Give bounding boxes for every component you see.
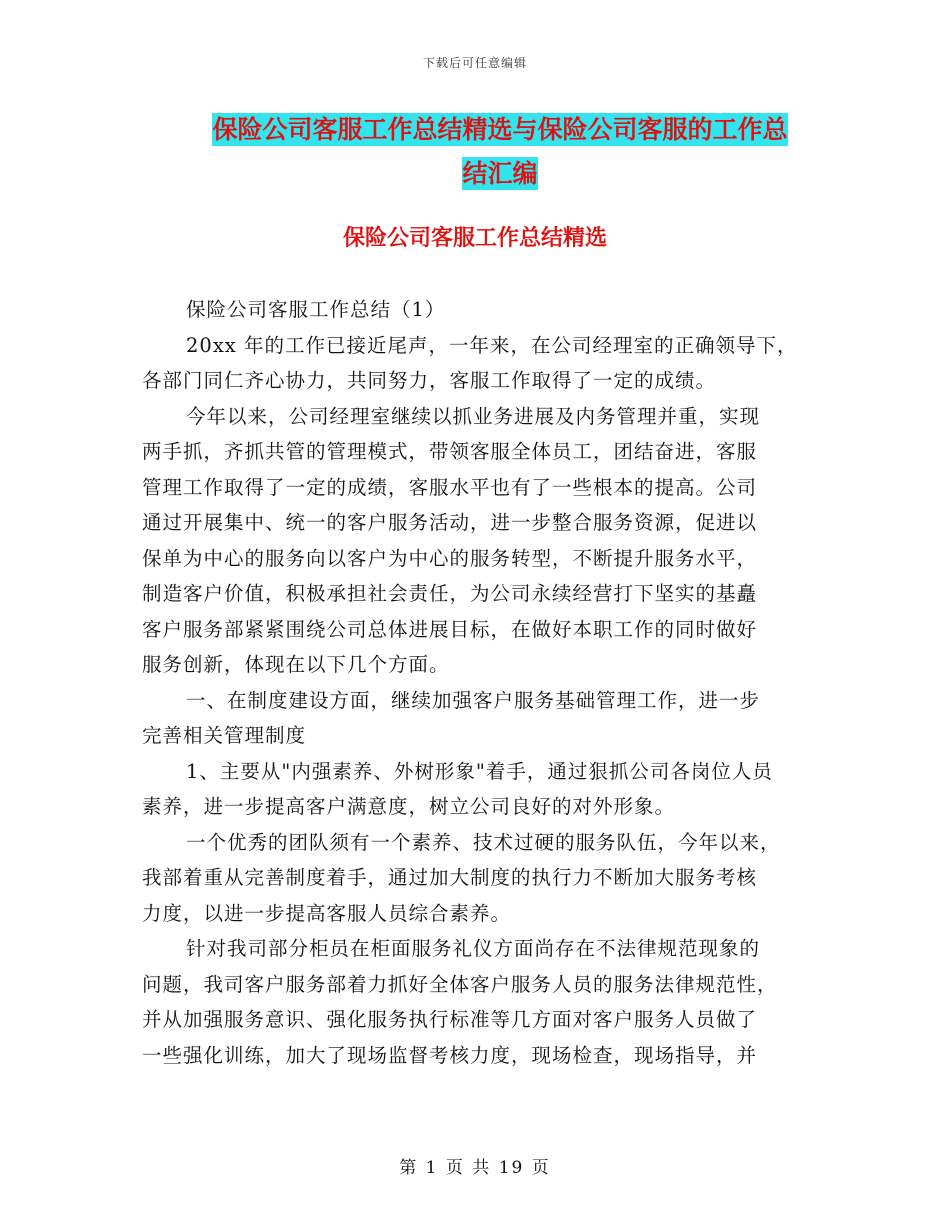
text-line: 客户服务部紧紧围绕公司总体进展目标，在做好本职工作的同时做好 bbox=[142, 617, 758, 641]
text-line: 管理工作取得了一定的成绩，客服水平也有了一些根本的提高。公司 bbox=[142, 475, 758, 499]
text-line: 保单为中心的服务向以客户为中心的服务转型，不断提升服务水平， bbox=[142, 546, 758, 570]
text-line: 素养，进一步提高客户满意度，树立公司良好的对外形象。 bbox=[142, 795, 676, 818]
document-title-line-2: 结汇编 bbox=[462, 159, 538, 188]
document-body bbox=[142, 292, 810, 1073]
document-title-line-1: 保险公司客服工作总结精选与保险公司客服的工作总 bbox=[212, 115, 788, 144]
text-line: 并从加强服务意识、强化服务执行标准等几方面对客户服务人员做了 bbox=[142, 1008, 758, 1031]
text-line: 20xx 年的工作已接近尾声，一年来，在公司经理室的正确领导下， bbox=[186, 333, 798, 357]
text-line: 服务创新，体现在以下几个方面。 bbox=[142, 653, 450, 676]
text-line: 1、主要从"内强素养、外树形象"着手，通过狠抓公司各岗位人员 bbox=[186, 759, 773, 783]
text-line: 问题，我司客户服务部着力抓好全体客户服务人员的服务法律规范性， bbox=[142, 972, 778, 996]
text-line: 完善相关管理制度 bbox=[142, 724, 307, 747]
text-line: 一些强化训练，加大了现场监督考核力度，现场检查，现场指导，并 bbox=[142, 1043, 758, 1067]
text-line: 通过开展集中、统一的客户服务活动，进一步整合服务资源，促进以 bbox=[142, 511, 758, 534]
text-line: 力度，以进一步提高客服人员综合素养。 bbox=[142, 901, 512, 925]
header-note: 下载后可任意编辑 bbox=[422, 56, 527, 70]
text-line: 今年以来，公司经理室继续以抓业务进展及内务管理并重，实现 bbox=[186, 404, 761, 428]
text-line: 我部着重从完善制度着手，通过加大制度的执行力不断加大服务考核 bbox=[142, 866, 758, 889]
text-line: 针对我司部分柜员在柜面服务礼仪方面尚存在不法律规范现象的 bbox=[186, 937, 761, 960]
text-line: 各部门同仁齐心协力，共同努力，客服工作取得了一定的成绩。 bbox=[142, 369, 717, 392]
text-line: 两手抓，齐抓共管的管理模式，带领客服全体员工，团结奋进，客服 bbox=[142, 440, 758, 463]
section-title: 保险公司客服工作总结精选 bbox=[342, 226, 607, 251]
text-line: 一、在制度建设方面，继续加强客户服务基础管理工作，进一步 bbox=[186, 688, 761, 712]
page-footer: 第 1 页 共 19 页 bbox=[399, 1158, 551, 1178]
document-title bbox=[180, 108, 820, 196]
text-line: 制造客户价值，积极承担社会责任，为公司永续经营打下坚实的基矗 bbox=[142, 582, 758, 605]
text-line: 一个优秀的团队须有一个素养、技术过硬的服务队伍，今年以来， bbox=[186, 830, 781, 854]
text-line: 保险公司客服工作总结（1） bbox=[186, 298, 446, 321]
